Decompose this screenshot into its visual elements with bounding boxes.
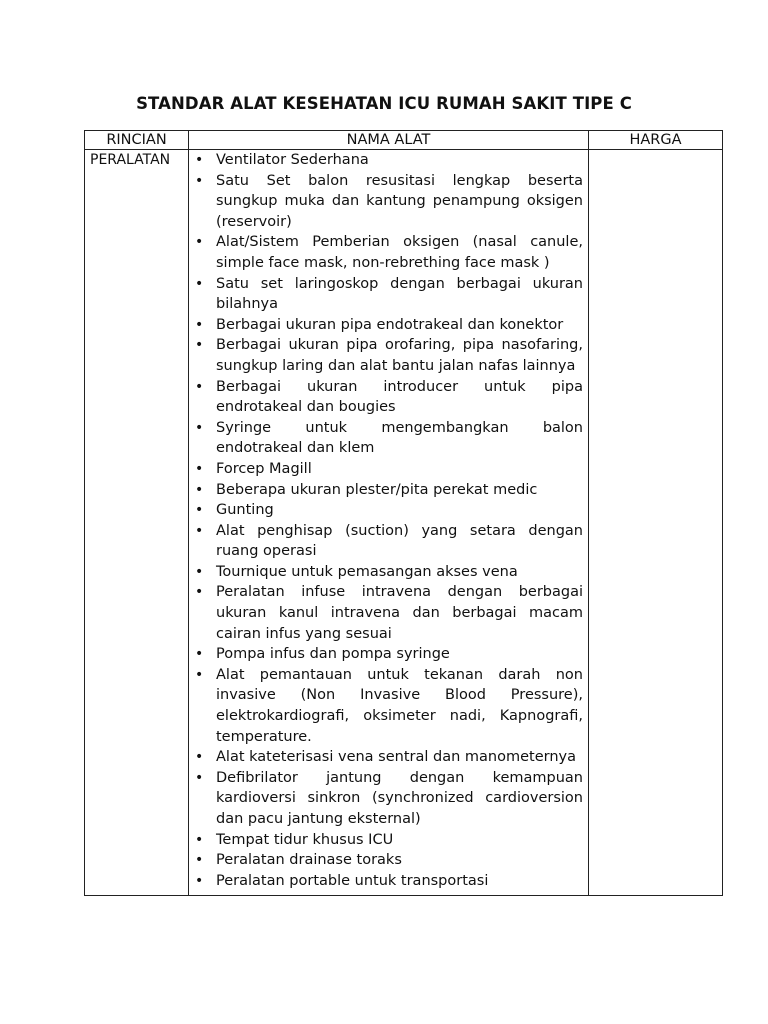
list-item: • Alat penghisap (suction) yang setara dengan ruang operasi [192, 521, 583, 562]
list-item: • Ventilator Sederhana [192, 150, 583, 171]
list-item: • Forcep Magill [192, 459, 583, 480]
list-item: • Peralatan infuse intravena dengan berbagai ukuran kanul intravena dan berbagai macam cairan infus yang sesuai [192, 582, 583, 644]
category-cell: PERALATAN [85, 150, 189, 896]
header-rincian: RINCIAN [85, 131, 189, 150]
list-item: • Peralatan portable untuk transportasi [192, 871, 583, 892]
list-item: • Peralatan drainase toraks [192, 850, 583, 871]
list-item: • Berbagai ukuran pipa endotrakeal dan konektor [192, 315, 583, 336]
list-item: • Berbagai ukuran pipa orofaring, pipa nasofaring, sungkup laring dan alat bantu jalan nafas lainnya [192, 335, 583, 376]
header-nama-alat: NAMA ALAT [189, 131, 589, 150]
list-item: • Tempat tidur khusus ICU [192, 830, 583, 851]
list-item: • Satu Set balon resusitasi lengkap beserta sungkup muka dan kantung penampung oksigen (reservoir) [192, 171, 583, 233]
list-item: • Defibrilator jantung dengan kemampuan kardioversi sinkron (synchronized cardioversion dan pacu jantung eksternal) [192, 768, 583, 830]
equipment-table [84, 130, 723, 896]
list-item: • Gunting [192, 500, 583, 521]
price-cell [589, 150, 723, 896]
list-item: • Tournique untuk pemasangan akses vena [192, 562, 583, 583]
list-item: • Berbagai ukuran introducer untuk pipa endrotakeal dan bougies [192, 377, 583, 418]
table-row [85, 150, 723, 896]
list-item: • Alat kateterisasi vena sentral dan manometernya [192, 747, 583, 768]
table-header-row [85, 131, 723, 150]
list-item: • Alat/Sistem Pemberian oksigen (nasal canule, simple face mask, non-rebrething face mask ) [192, 232, 583, 273]
items-cell [189, 150, 589, 896]
header-harga: HARGA [589, 131, 723, 150]
list-item: • Pompa infus dan pompa syringe [192, 644, 583, 665]
list-item: • Syringe untuk mengembangkan balon endotrakeal dan klem [192, 418, 583, 459]
equipment-list [192, 150, 583, 891]
list-item: • Satu set laringoskop dengan berbagai ukuran bilahnya [192, 274, 583, 315]
list-item: • Alat pemantauan untuk tekanan darah non invasive (Non Invasive Blood Pressure), elektrokardiografi, oksimeter nadi, Kapnografi, temperature. [192, 665, 583, 747]
list-item: • Beberapa ukuran plester/pita perekat medic [192, 480, 583, 501]
document-title: STANDAR ALAT KESEHATAN ICU RUMAH SAKIT TIPE C [136, 94, 632, 113]
